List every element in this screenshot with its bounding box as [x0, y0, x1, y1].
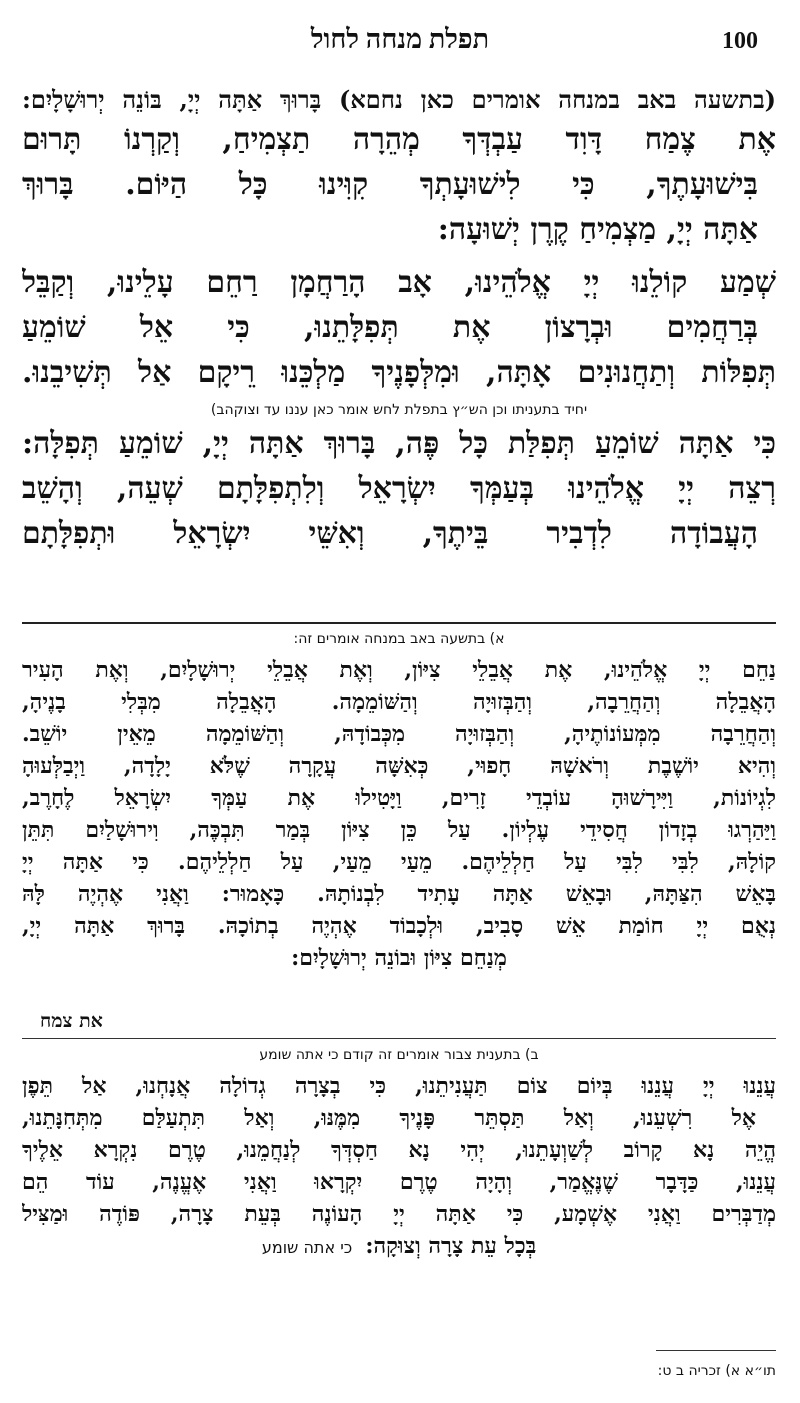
text-line: בִּישׁוּעָתֶךָ, כִּי לִישׁוּעָתְךָ קִוִּינוּ כָּל הַיּוֹם. בָּרוּךְ [22, 167, 758, 202]
rubric-note: כי אתה שומע [261, 1238, 353, 1257]
footnote: תו״א א) זכריה ב ט: [657, 1363, 776, 1379]
text-line: (בתשעה באב במנחה אומרים כאן נחםא) בָּרוּךְ אַתָּה יְיָ, בּוֹנֵה יְרוּשָׁלָיִם: [22, 85, 776, 114]
page-title: תפלת מנחה לחול [310, 24, 490, 54]
text-line: בָּאֵשׁ הִצַּתָּהּ, וּבָאֵשׁ אַתָּה עָתִיד לִבְנוֹתָהּ. כָּאָמוּר: וַאֲנִי אֶהְיֶה לָּהּ [22, 881, 776, 907]
text-line: נְאֻם יְיָ חוֹמַת אֵשׁ סָבִיב, וּלְכָבוֹד אֶהְיֶה בְתוֹכָהּ. בָּרוּךְ אַתָּה יְיָ, [22, 913, 776, 939]
text-line: וְהִיא יוֹשֶׁבֶת וְרֹאשָׁהּ חָפוּי, כְּאִשָּׁה עֲקָרָה שֶׁלֹּא יָלָדָה, וַיְבַלְּעוּהָ [22, 753, 776, 779]
text-line: כִּי אַתָּה שׁוֹמֵעַ תְּפִלַּת כָּל פֶּה, בָּרוּךְ אַתָּה יְיָ, שׁוֹמֵעַ תְּפִלָּה: [22, 426, 776, 461]
text-line: נַחֵם יְיָ אֱלֹהֵינוּ, אֶת אֲבֵלֵי צִיּוֹן, וְאֶת אֲבֵלֵי יְרוּשָׁלָיִם, וְאֶת הָעִיר [22, 657, 776, 683]
footnote-rule [656, 1350, 776, 1351]
text-line: עֲנֵנוּ יְיָ עֲנֵנוּ בְּיוֹם צוֹם תַּעֲנִיתֵנוּ, כִּי בְצָרָה גְדוֹלָה אֲנָחְנוּ, אַל תֵּפֶן [22, 1073, 776, 1099]
text-line: וְהַחֲרֵבָה מִמְּעוֹנוֹתֶיהָ, וְהַבְּזוּיָה מִכְּבוֹדָהּ, וְהַשּׁוֹמֵמָה מֵאֵין יוֹשֵׁב. [22, 721, 776, 747]
continuation-cue: את צמח [40, 1010, 103, 1032]
text-line: וַיַּהַרְגוּ בְזָדוֹן חֲסִידֵי עֶלְיוֹן. עַל כֵּן צִיּוֹן בְּמַר תִּבְכֶּה, וִירוּשָׁלַיִם תִּתֵּן [22, 817, 776, 843]
text-line: אַתָּה יְיָ, מַצְמִיחַ קֶרֶן יְשׁוּעָה: [437, 212, 758, 247]
section-b-block [22, 1044, 776, 1262]
text-line: עֲנֵנוּ, כַּדָּבָר שֶׁנֶּאֱמַר, וְהָיָה טֶרֶם יִקְרָאוּ וַאֲנִי אֶעֱנֶה, עוֹד הֵם [22, 1169, 776, 1195]
text-line: רְצֵה יְיָ אֱלֹהֵינוּ בְּעַמְּךָ יִשְׂרָאֵל וְלִתְפִלָּתָם שְׁעֵה, וְהָשֵׁב [22, 471, 776, 506]
text-line: מְדַבְּרִים וַאֲנִי אֶשְׁמָע, כִּי אַתָּה יְיָ הָעוֹנֶה בְּעֵת צָרָה, פּוֹדֶה וּמַצִּיל [22, 1201, 776, 1227]
text-line: קוֹלָהּ, לִבִּי לִבִּי עַל חַלְלֵיהֶם. מֵעַי מֵעַי, עַל חַלְלֵיהֶם. כִּי אַתָּה יְיָ [22, 849, 776, 875]
main-text-block [22, 82, 776, 556]
text-line: הָעֲבוֹדָה לִדְבִיר בֵּיתֶךָ, וְאִשֵּׁי יִשְׂרָאֵל וּתְפִלָּתָם [22, 516, 758, 551]
rubric-note: יחיד בתעניתו וכן הש״ץ בתפלת לחש אומר כאן עננו עד וצוקהב) [210, 402, 588, 418]
section-divider [22, 622, 776, 624]
section-divider [22, 1038, 776, 1039]
text-line: בְּרַחֲמִים וּבְרָצוֹן אֶת תְּפִלָּתֵנוּ, כִּי אֵל שׁוֹמֵעַ [22, 310, 758, 345]
text-line: הֱיֵה נָא קָרוֹב לְשַׁוְעָתֵנוּ, יְהִי נָא חַסְדְּךָ לְנַחֲמֵנוּ, טֶרֶם נִקְרָא אֵלֶיךָ [22, 1137, 776, 1163]
section-a-block [22, 628, 776, 974]
text-line: אֶת צֶמַח דָּוִד עַבְדְּךָ מְהֵרָה תַצְמִיחַ, וְקַרְנוֹ תָּרוּם [22, 122, 776, 157]
text-line: אֶל רִשְׁעֵנוּ, וְאַל תַּסְתֵּר פָּנֶיךָ מִמֶּנּוּ, וְאַל תִּתְעַלַּם מִתְּחִנָּתֵנוּ, [22, 1105, 756, 1131]
text-line: תְּפִלּוֹת וְתַחֲנוּנִים אָתָּה, וּמִלְּפָנֶיךָ מַלְכֵּנוּ רֵיקָם אַל תְּשִׁיבֵנוּ. [22, 355, 776, 390]
section-a-heading: א) בתשעה באב במנחה אומרים זה: [293, 631, 505, 647]
closing-line [22, 1230, 776, 1262]
section-b-heading: ב) בתענית צבור אומרים זה קודם כי אתה שומע [259, 1047, 539, 1063]
text-line: בְּכָל עֵת צָרָה וְצוּקָה: [365, 1233, 537, 1259]
text-line: הָאֲבֵלָה וְהַחֲרֵבָה, וְהַבְּזוּיָה וְהַשּׁוֹמֵמָה. הָאֲבֵלָה מִבְּלִי בָנֶיהָ, [22, 689, 776, 715]
text-line: שְׁמַע קוֹלֵנוּ יְיָ אֱלֹהֵינוּ, אָב הָרַחֲמָן רַחֵם עָלֵינוּ, וְקַבֵּל [22, 265, 776, 300]
text-line: לִגְיוֹנוֹת, וַיִּירָשׁוּהָ עוֹבְדֵי זָרִים, וַיָּטִילוּ אֶת עַמְּךָ יִשְׂרָאֵל לֶחָרֶב, [22, 785, 776, 811]
text-line: מְנַחֵם צִיּוֹן וּבוֹנֵה יְרוּשָׁלָיִם: [291, 945, 507, 971]
page-number: 100 [722, 28, 758, 54]
